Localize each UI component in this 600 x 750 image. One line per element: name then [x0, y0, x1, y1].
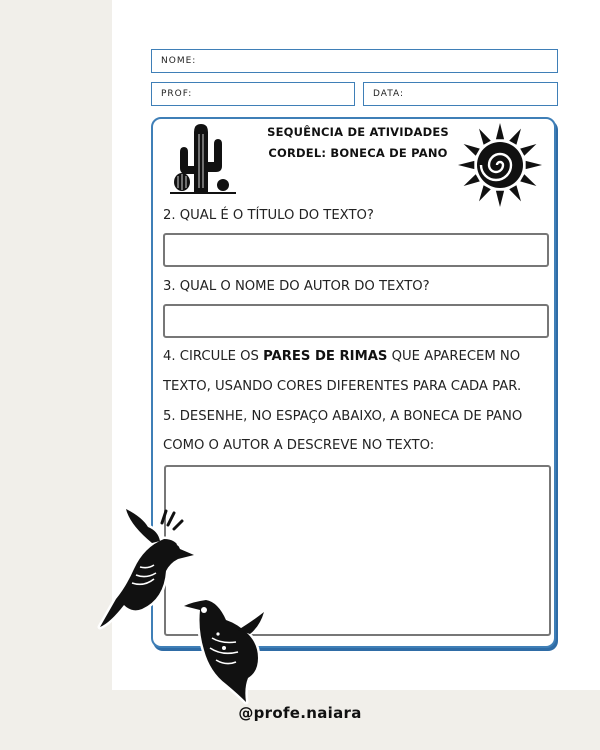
date-field[interactable] [363, 82, 558, 106]
worksheet-title [253, 122, 463, 164]
question-5-line-2: COMO O AUTOR A DESCREVE NO TEXTO: [163, 438, 435, 453]
sun-ray [520, 144, 536, 156]
prof-label: PROF: [161, 89, 193, 99]
sun-ray [509, 185, 521, 201]
sun-ray [464, 174, 480, 186]
sun-ray [479, 185, 491, 201]
question-4-text-start: 4. CIRCULE OS [163, 349, 264, 364]
prof-field[interactable] [151, 82, 355, 106]
question-4-text-end: QUE APARECEM NO [387, 349, 521, 364]
sun-ray [496, 123, 504, 139]
sun-ray [509, 129, 521, 145]
sun-ray [496, 191, 504, 207]
sun-ray [520, 174, 536, 186]
date-label: DATA: [373, 89, 405, 99]
title-line-2: CORDEL: BONECA DE PANO [268, 146, 448, 160]
answer-box-title[interactable] [163, 233, 549, 267]
title-line-1: SEQUÊNCIA DE ATIVIDADES [267, 125, 449, 139]
bird-icon [178, 590, 270, 704]
sun-ray [464, 144, 480, 156]
author-handle: @profe.naiara [238, 704, 362, 722]
name-field[interactable] [151, 49, 558, 73]
cactus-icon [168, 122, 238, 194]
question-4 [163, 343, 520, 370]
question-4-bold: PARES DE RIMAS [263, 349, 388, 364]
sun-ray [526, 161, 542, 169]
answer-box-author[interactable] [163, 304, 549, 338]
name-label: NOME: [161, 56, 197, 66]
question-4-line-2: TEXTO, USANDO CORES DIFERENTES PARA CADA PAR. [163, 379, 522, 394]
question-5: 5. DESENHE, NO ESPAÇO ABAIXO, A BONECA DE PANO [163, 409, 523, 424]
question-3: 3. QUAL O NOME DO AUTOR DO TEXTO? [163, 279, 430, 294]
question-2: 2. QUAL É O TÍTULO DO TEXTO? [163, 208, 374, 223]
sun-icon [456, 122, 544, 208]
sun-ray [479, 129, 491, 145]
